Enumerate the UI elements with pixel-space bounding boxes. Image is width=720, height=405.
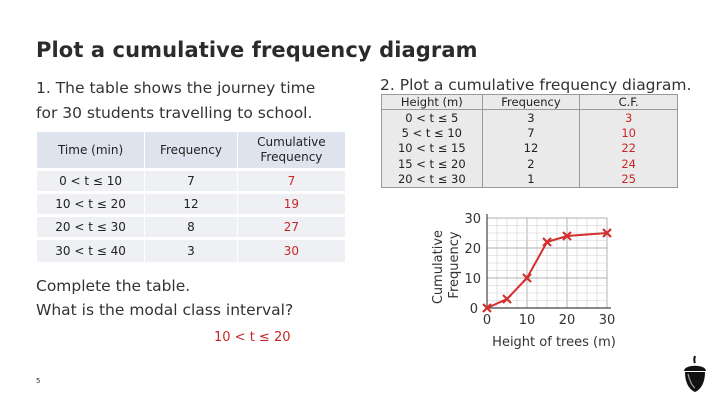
- cell-time: 30 < t ≤ 40: [37, 239, 145, 262]
- modal-class-answer: 10 < t ≤ 20: [214, 330, 291, 345]
- table-row: [382, 156, 678, 172]
- y-axis-label-line-2: Frequency: [447, 231, 462, 299]
- header-time: Time (min): [37, 132, 145, 170]
- table-row: [382, 110, 678, 126]
- cell-height: 15 < t ≤ 20: [382, 156, 483, 172]
- y-axis-label-line-1: Cumulative: [431, 229, 446, 305]
- cell-cf: 25: [580, 172, 678, 188]
- table-row: [37, 193, 346, 216]
- y-tick-label: 30: [464, 212, 481, 227]
- cumulative-frequency-chart: [420, 205, 640, 355]
- cell-time: 20 < t ≤ 30: [37, 216, 145, 239]
- page-number: 5: [36, 377, 41, 385]
- cell-cf: 10: [580, 125, 678, 141]
- table-row: [382, 141, 678, 157]
- question-2: 2. Plot a cumulative frequency diagram.: [380, 76, 692, 94]
- question-1: [36, 76, 356, 126]
- cell-frequency: 3: [145, 239, 238, 262]
- cell-cf: 22: [580, 141, 678, 157]
- cell-cumulative-frequency: 7: [237, 170, 345, 193]
- y-tick-label: 10: [464, 272, 481, 287]
- cell-frequency: 2: [482, 156, 580, 172]
- prompt-line-2: What is the modal class interval?: [36, 301, 294, 319]
- y-tick-label: 0: [469, 302, 478, 317]
- header-height: Height (m): [382, 95, 483, 110]
- table-row: [37, 170, 346, 193]
- header-frequency: Frequency: [145, 132, 238, 170]
- x-axis-label: Height of trees (m): [492, 335, 616, 350]
- table-row: [382, 125, 678, 141]
- y-axis-label: [431, 226, 462, 304]
- cell-time: 0 < t ≤ 10: [37, 170, 145, 193]
- chart-grid: [487, 218, 607, 308]
- cell-cumulative-frequency: 19: [237, 193, 345, 216]
- x-tick-label: 0: [482, 313, 492, 328]
- cell-frequency: 12: [482, 141, 580, 157]
- cell-height: 5 < t ≤ 10: [382, 125, 483, 141]
- y-tick-label: 20: [464, 242, 481, 257]
- cell-cf: 3: [580, 110, 678, 126]
- cell-frequency: 7: [482, 125, 580, 141]
- chart-axes: [487, 214, 611, 308]
- x-tick-label: 10: [518, 313, 536, 328]
- prompt-text: [36, 274, 293, 322]
- cell-frequency: 12: [145, 193, 238, 216]
- cell-cumulative-frequency: 30: [237, 239, 345, 262]
- x-tick-label: 30: [598, 313, 616, 328]
- cell-height: 10 < t ≤ 15: [382, 141, 483, 157]
- cell-frequency: 8: [145, 216, 238, 239]
- cell-time: 10 < t ≤ 20: [37, 193, 145, 216]
- cell-frequency: 3: [482, 110, 580, 126]
- table-row: [382, 172, 678, 188]
- question-1-line-2: for 30 students travelling to school.: [36, 104, 313, 122]
- acorn-logo-icon: [680, 354, 710, 398]
- tree-height-table: [381, 94, 678, 188]
- cell-cumulative-frequency: 27: [237, 216, 345, 239]
- x-tick-label: 20: [558, 313, 576, 328]
- table-header-row: [382, 95, 678, 110]
- page-title: Plot a cumulative frequency diagram: [36, 38, 478, 62]
- cell-frequency: 1: [482, 172, 580, 188]
- table-header-row: [37, 132, 346, 170]
- cell-cf: 24: [580, 156, 678, 172]
- header-cf: C.F.: [580, 95, 678, 110]
- table-row: [37, 216, 346, 239]
- header-frequency: Frequency: [482, 95, 580, 110]
- prompt-line-1: Complete the table.: [36, 277, 191, 295]
- cell-frequency: 7: [145, 170, 238, 193]
- header-cumulative-frequency: Cumulative Frequency: [237, 132, 345, 170]
- cell-height: 20 < t ≤ 30: [382, 172, 483, 188]
- cell-height: 0 < t ≤ 5: [382, 110, 483, 126]
- journey-time-table: [36, 131, 346, 262]
- table-row: [37, 239, 346, 262]
- question-1-line-1: 1. The table shows the journey time: [36, 79, 316, 97]
